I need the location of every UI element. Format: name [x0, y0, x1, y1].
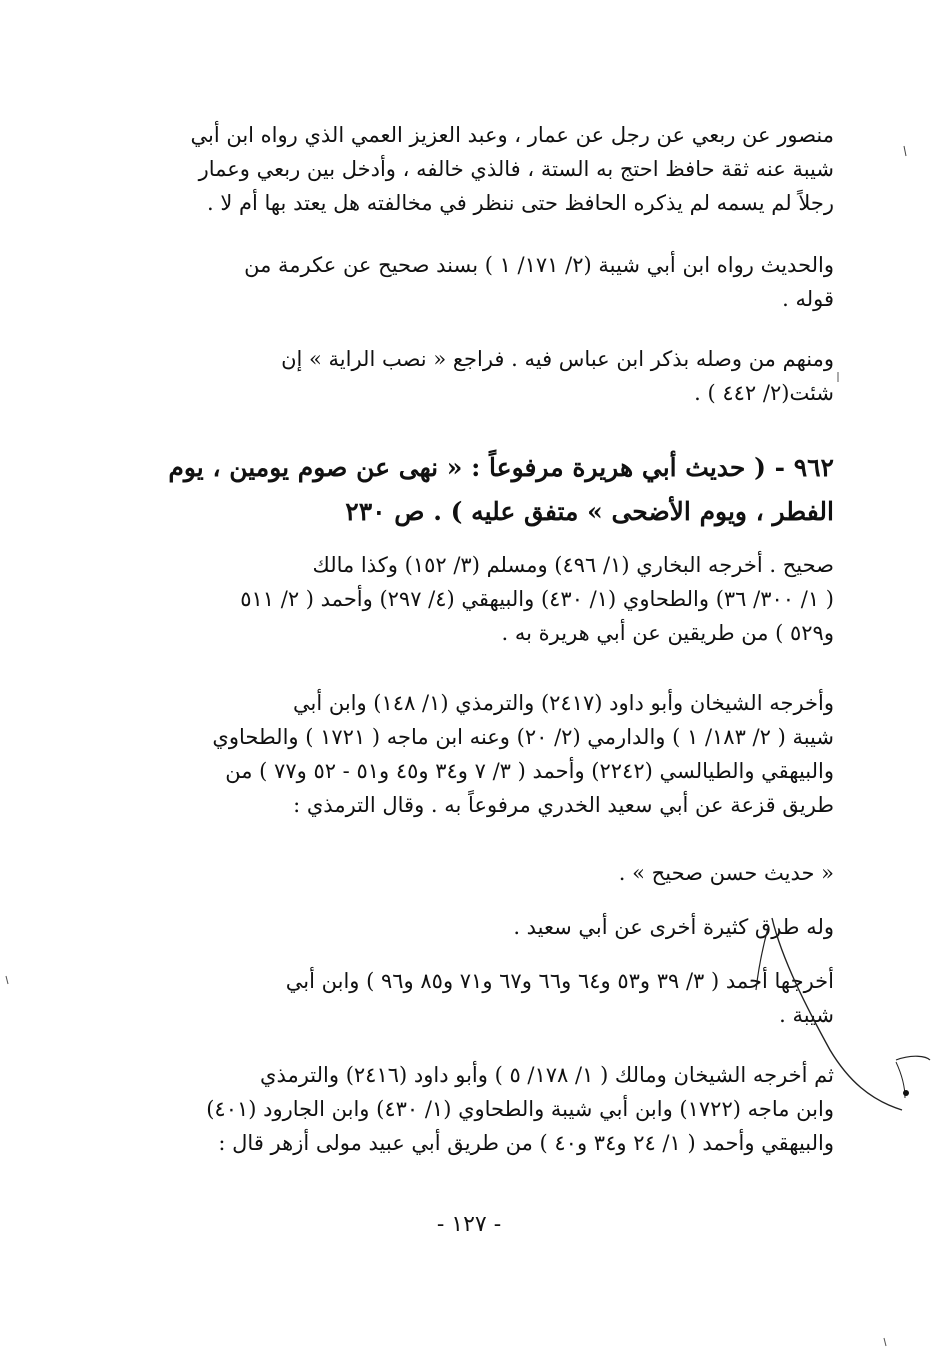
paragraph-shaykhan-takhrij [158, 686, 834, 822]
heading-line: ٩٦٢ - ( حديث أبي هريرة مرفوعاً : « نهى عن صوم يومين ، يوم [168, 453, 834, 482]
paragraph-other-routes [158, 910, 834, 944]
paragraph-sahih-takhrij [158, 548, 834, 650]
text-line: شيبة . [779, 1003, 834, 1027]
text-line: طريق قزعة عن أبي سعيد الخدري مرفوعاً به . وقال الترمذي : [293, 793, 834, 817]
paragraph-ahmad-takhrij [158, 964, 834, 1032]
text-line: والبيهقي والطيالسي (٢٢٤٢) وأحمد ( ٣/ ٧ و٣٤ و٤٥ و٥١ - ٥٢ و٧٧ ) من [225, 759, 834, 783]
text-line: أخرجها أحمد ( ٣/ ٣٩ و٥٣ و٦٤ و٦٦ و٦٧ و٧١ و٨٥ و٩٦ ) وابن أبي [285, 969, 834, 993]
text-line: شيبة ( ٢/ ١٨٣/ ١ ) والدارمي (٢/ ٢٠) وعنه ابن ماجه ( ١٧٢١ ) والطحاوي [212, 725, 834, 749]
text-line: وابن ماجه (١٧٢٢) وابن أبي شيبة والطحاوي (١/ ٤٣٠) وابن الجارود (٤٠١) [206, 1097, 834, 1121]
text-line: منصور عن ربعي عن رجل عن عمار ، وعبد العزيز العمي الذي رواه ابن أبي [190, 123, 834, 147]
text-line: شيبة عنه ثقة حافظ احتج به الستة ، فالذي خالفه ، وأدخل بين ربعي وعمار [198, 157, 834, 181]
text-line: ثم أخرجه الشيخان ومالك ( ١/ ١٧٨/ ٥ ) وأبو داود (٢٤١٦) والترمذي [260, 1063, 834, 1087]
paragraph-nasb-al-rayah [158, 342, 834, 410]
text-line: رجلاً لم يسمه لم يذكره الحافظ حتى ننظر في مخالفته هل يعتد بها أم لا . [206, 191, 834, 215]
heading-line: الفطر ، ويوم الأضحى » متفق عليه ) . ص ٢٣٠ [345, 497, 834, 526]
text-line: قوله . [782, 287, 834, 311]
text-line: ( ١/ ٣٠٠/ ٣٦) والطحاوي (١/ ٤٣٠) والبيهقي (٤/ ٢٩٧) وأحمد ( ٢/ ٥١١ [240, 587, 834, 611]
paragraph-narrators [158, 118, 834, 220]
text-line: و٥٢٩ ) من طريقين عن أبي هريرة به . [501, 621, 834, 645]
text-line: شئت(٢/ ٤٤٢ ) . [694, 381, 834, 405]
paragraph-abu-ubayd-takhrij [158, 1058, 834, 1160]
text-line: « حديث حسن صحيح » . [618, 861, 834, 885]
text-line: ومنهم من وصله بذكر ابن عباس فيه . فراجع « نصب الراية » إن [281, 347, 834, 371]
text-line: وأخرجه الشيخان وأبو داود (٢٤١٧) والترمذي (١/ ١٤٨) وابن أبي [292, 691, 834, 715]
paragraph-tirmidhi-quote [158, 856, 834, 890]
page-number: - ١٢٧ - [436, 1212, 502, 1237]
text-line: وله طرق كثيرة أخرى عن أبي سعيد . [513, 915, 834, 939]
paragraph-ibn-abi-shaybah [158, 248, 834, 316]
text-line: والحديث رواه ابن أبي شيبة (٢/ ١٧١/ ١ ) بسند صحيح عن عكرمة من [244, 253, 834, 277]
hadith-heading [158, 446, 834, 534]
text-line: والبيهقي وأحمد ( ١/ ٢٤ و٣٤ و٤٠ ) من طريق أبي عبيد مولى أزهر قال : [218, 1131, 834, 1155]
text-line: صحيح . أخرجه البخاري (١/ ٤٩٦) ومسلم (٣/ ١٥٢) وكذا مالك [312, 553, 834, 577]
